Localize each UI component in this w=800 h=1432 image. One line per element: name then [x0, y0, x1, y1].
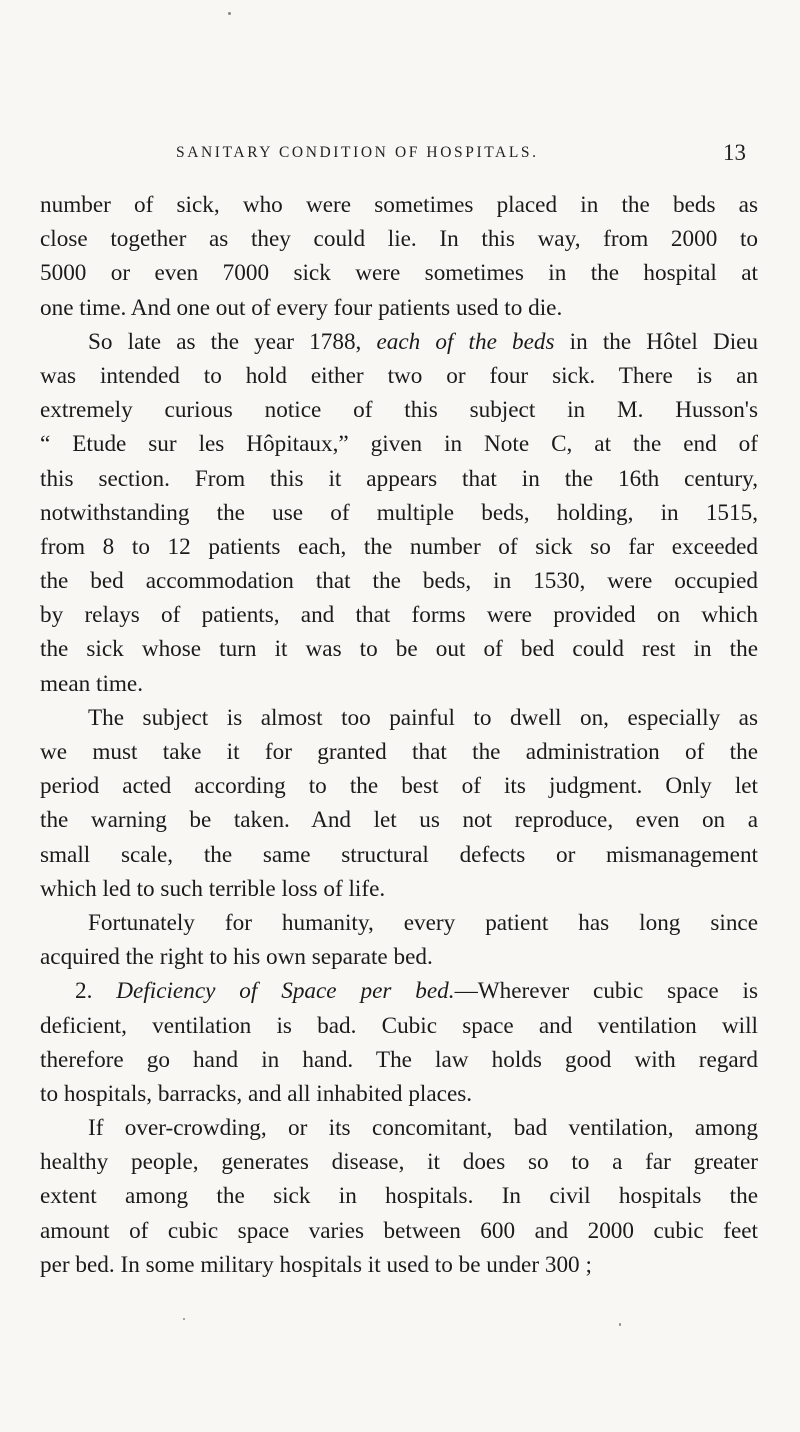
text-line: by relays of patients, and that forms were provided on which: [40, 602, 758, 629]
text-line: Fortunately for humanity, every patient has long since: [88, 909, 758, 936]
text-line: healthy people, generates disease, it does so to a far greater: [40, 1149, 758, 1176]
text-line: notwithstanding the use of multiple beds, holding, in 1515,: [40, 499, 758, 526]
text-line: one time. And one out of every four patients used to die.: [40, 294, 563, 321]
text-line: amount of cubic space varies between 600 and 2000 cubic feet: [40, 1217, 758, 1244]
text-line: “ Etude sur les Hôpitaux,” given in Note C, at the end of: [40, 431, 758, 458]
text-line: was intended to hold either two or four sick. There is an: [40, 362, 758, 389]
text-fragment: So late as the year 1788,: [88, 328, 377, 355]
text-line: the sick whose turn it was to be out of bed could rest in the: [40, 636, 758, 663]
body-text: [40, 188, 758, 1282]
text-line: the warning be taken. And let us not reproduce, even on a: [40, 807, 758, 834]
text-line: mean time.: [40, 670, 144, 697]
text-line-with-italic: [40, 974, 758, 1008]
text-line: per bed. In some military hospitals it used to be under 300 ;: [40, 1251, 592, 1278]
paper-speck: [619, 1323, 621, 1326]
text-line: this section. From this it appears that in the 16th century,: [40, 465, 758, 492]
text-line: extremely curious notice of this subject in M. Husson's: [40, 397, 758, 424]
text-fragment: 2.: [75, 978, 117, 1005]
italic-phrase: each of the beds: [376, 328, 555, 355]
paper-speck: [183, 1318, 185, 1320]
text-line: period acted according to the best of its judgment. Only let: [40, 773, 758, 800]
text-line-with-italic: [40, 325, 758, 359]
text-line: deficient, ventilation is bad. Cubic space and ventilation will: [40, 1012, 758, 1039]
text-line: close together as they could lie. In this way, from 2000 to: [40, 226, 758, 253]
text-fragment: —Wherever cubic space is: [454, 978, 758, 1005]
text-line: which led to such terrible loss of life.: [40, 875, 386, 902]
text-line: the bed accommodation that the beds, in 1530, were occupied: [40, 568, 758, 595]
text-line: we must take it for granted that the administration of the: [40, 739, 758, 765]
text-fragment: in the Hôtel Dieu: [554, 328, 758, 355]
text-line: The subject is almost too painful to dwell on, especially as: [88, 704, 758, 731]
text-line: 5000 or even 7000 sick were sometimes in the hospital at: [40, 260, 758, 287]
italic-heading: Deficiency of Space per bed.: [116, 978, 455, 1005]
text-line: extent among the sick in hospitals. In civil hospitals the: [40, 1183, 758, 1210]
running-head: [0, 142, 800, 172]
text-line: from 8 to 12 patients each, the number of sick so far exceeded: [40, 533, 758, 560]
text-line: If over-crowding, or its concomitant, bad ventilation, among: [88, 1115, 758, 1142]
page-number: 13: [723, 140, 746, 165]
text-line: small scale, the same structural defects or mismanagement: [40, 841, 758, 868]
text-line: number of sick, who were sometimes placed in the beds as: [40, 192, 758, 218]
text-line: to hospitals, barracks, and all inhabited places.: [40, 1080, 473, 1107]
paper-speck: [228, 12, 231, 15]
text-line: therefore go hand in hand. The law holds good with regard: [40, 1046, 758, 1073]
running-title: SANITARY CONDITION OF HOSPITALS.: [176, 144, 539, 161]
text-line: acquired the right to his own separate bed.: [40, 944, 433, 971]
